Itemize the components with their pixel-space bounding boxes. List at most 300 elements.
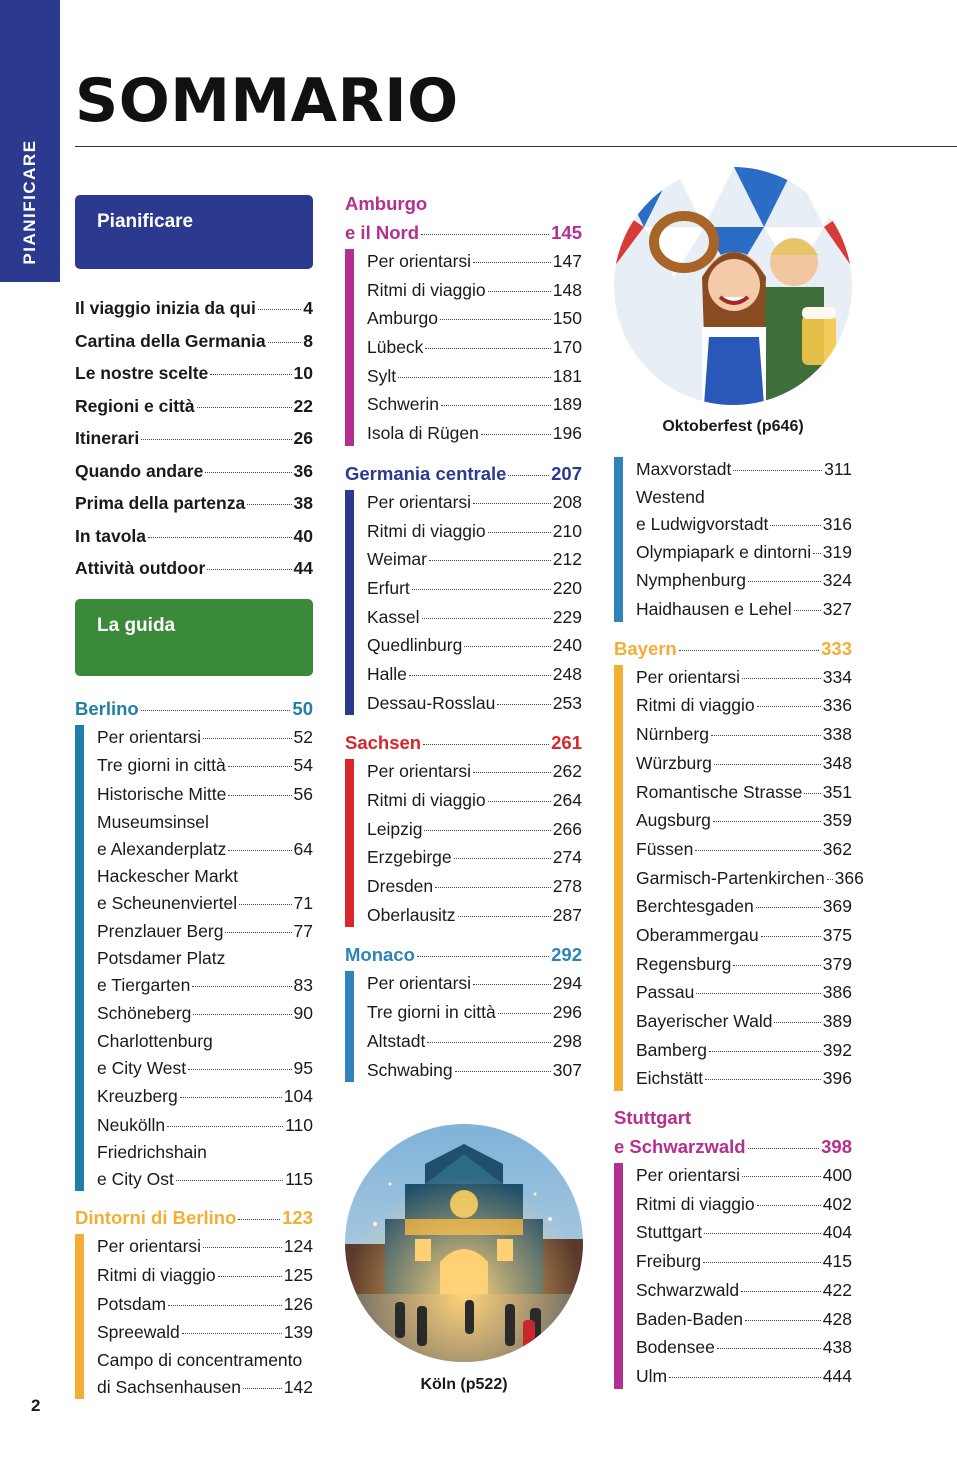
- toc-entry[interactable]: [367, 419, 582, 448]
- toc-entry[interactable]: [97, 1318, 313, 1347]
- entry-label: Lübeck: [367, 337, 424, 358]
- plan-entry[interactable]: [75, 357, 313, 390]
- section-monaco: [345, 940, 582, 1084]
- dot-leader: [167, 1126, 283, 1127]
- entry-label: Prenzlauer Berg: [97, 920, 224, 941]
- toc-entry[interactable]: [367, 362, 582, 391]
- entry-page-number: 333: [821, 637, 852, 659]
- section-germania-centrale: [345, 459, 582, 718]
- section-heading[interactable]: [75, 1203, 313, 1232]
- entry-page-number: 398: [821, 1136, 852, 1158]
- dot-leader: [424, 830, 550, 831]
- toc-entry[interactable]: [97, 780, 313, 809]
- toc-entry-two-line[interactable]: [97, 1028, 313, 1082]
- entry-label: Olympiapark e dintorni: [636, 541, 812, 562]
- dot-leader: [218, 1276, 282, 1277]
- toc-entry[interactable]: [367, 689, 582, 718]
- entry-page-number: 359: [822, 810, 852, 831]
- entry-page-number: 261: [551, 732, 582, 754]
- toc-entry[interactable]: [636, 921, 852, 950]
- entry-label: Per orientarsi: [367, 973, 472, 994]
- toc-entry[interactable]: [636, 778, 852, 807]
- dot-leader: [695, 850, 820, 851]
- entry-page-number: 324: [822, 570, 852, 591]
- entry-page-number: 319: [822, 541, 852, 562]
- dot-leader: [422, 618, 551, 619]
- entry-label: Dresden: [367, 876, 434, 897]
- entry-label: Monaco: [345, 944, 415, 966]
- dot-leader: [188, 1069, 291, 1070]
- toc-entry[interactable]: [367, 276, 582, 305]
- toc-entry-two-line[interactable]: [636, 484, 852, 538]
- entry-page-number: 294: [552, 973, 582, 994]
- entry-page-number: 253: [552, 692, 582, 713]
- toc-entry-line-2[interactable]: [97, 1055, 313, 1082]
- toc-entry[interactable]: [636, 538, 852, 567]
- entry-label: Itinerari: [75, 428, 140, 448]
- dot-leader: [757, 706, 821, 707]
- entry-label: Ritmi di viaggio: [367, 520, 486, 541]
- toc-entry[interactable]: [636, 1007, 852, 1036]
- toc-entry[interactable]: [636, 1362, 852, 1391]
- toc-entry[interactable]: [636, 691, 852, 720]
- toc-entry[interactable]: [97, 1111, 313, 1140]
- entry-page-number: 4: [303, 298, 313, 318]
- entry-label: Berchtesgaden: [636, 896, 754, 917]
- dot-leader: [757, 1205, 821, 1206]
- plan-entry[interactable]: [75, 325, 313, 358]
- koln-christmas-market-photo: [345, 1124, 583, 1362]
- dot-leader: [203, 738, 291, 739]
- section-color-bar: [614, 457, 623, 622]
- toc-entry[interactable]: [636, 1190, 852, 1219]
- entry-label: Passau: [636, 982, 695, 1003]
- entry-label: Per orientarsi: [367, 491, 472, 512]
- entry-label: Leipzig: [367, 818, 423, 839]
- toc-entry[interactable]: [367, 488, 582, 517]
- section-heading-entry[interactable]: [614, 1132, 852, 1161]
- toc-entry[interactable]: [636, 950, 852, 979]
- toc-entry[interactable]: [367, 1056, 582, 1085]
- dot-leader: [696, 993, 820, 994]
- entry-label: Amburgo: [367, 308, 439, 329]
- toc-entry[interactable]: [636, 1218, 852, 1247]
- toc-entry[interactable]: [636, 595, 852, 624]
- toc-entry[interactable]: [636, 835, 852, 864]
- toc-entry-two-line[interactable]: [97, 809, 313, 863]
- dot-leader: [455, 1071, 551, 1072]
- toc-entry[interactable]: [636, 455, 852, 484]
- dot-leader: [761, 936, 821, 937]
- dot-leader: [714, 764, 821, 765]
- entry-label: Schöneberg: [97, 1003, 192, 1024]
- entry-page-number: 52: [293, 726, 313, 747]
- entry-label: Quedlinburg: [367, 635, 463, 656]
- toc-entry[interactable]: [367, 757, 582, 786]
- entry-page-number: 311: [824, 459, 852, 479]
- section-entries: [614, 663, 864, 1093]
- page-number: 2: [31, 1396, 41, 1415]
- plan-entry[interactable]: [75, 422, 313, 455]
- plan-entry[interactable]: [75, 292, 313, 325]
- entry-page-number: 351: [822, 781, 852, 802]
- toc-entry-two-line[interactable]: [97, 1139, 313, 1193]
- toc-entry[interactable]: [636, 864, 864, 893]
- entry-page-number: 64: [293, 838, 313, 859]
- toc-entry[interactable]: [636, 806, 852, 835]
- dot-leader: [207, 569, 291, 570]
- entry-page-number: 348: [822, 752, 852, 773]
- toc-entry-two-line[interactable]: [97, 1347, 313, 1401]
- entry-label: e Schwarzwald: [614, 1136, 746, 1158]
- section-berlino: [75, 694, 313, 1194]
- dot-leader: [180, 1097, 282, 1098]
- toc-entry[interactable]: [97, 751, 313, 780]
- toc-entry[interactable]: [636, 720, 852, 749]
- section-entries: [614, 455, 852, 624]
- toc-entry[interactable]: [367, 815, 582, 844]
- dot-leader: [508, 475, 549, 476]
- entry-label-line-1: Friedrichshain: [97, 1142, 207, 1163]
- dot-leader: [409, 675, 551, 676]
- dot-leader: [711, 735, 821, 736]
- section-entries: [75, 723, 313, 1194]
- dot-leader: [473, 503, 551, 504]
- section-color-bar: [345, 490, 354, 716]
- toc-entry[interactable]: [367, 660, 582, 689]
- section-entries: [345, 969, 582, 1084]
- plan-entry[interactable]: [75, 520, 313, 553]
- section-heading-entry[interactable]: [614, 634, 852, 663]
- section-color-bar: [614, 665, 623, 1091]
- entry-page-number: 170: [552, 337, 582, 358]
- entry-page-number: 8: [303, 330, 313, 351]
- section-heading-entry[interactable]: [345, 459, 582, 488]
- entry-page-number: 208: [552, 491, 582, 512]
- dot-leader: [225, 932, 291, 933]
- section-heading-entry[interactable]: [345, 940, 582, 969]
- section-dintorni-di-berlino: [75, 1203, 313, 1401]
- section-box-la-guida[interactable]: [75, 599, 313, 676]
- toc-entry[interactable]: [636, 566, 852, 595]
- entry-label: Per orientarsi: [367, 251, 472, 271]
- dot-leader: [398, 377, 551, 378]
- entry-label: e Scheunenviertel: [97, 892, 238, 913]
- entry-label: e il Nord: [345, 222, 420, 243]
- toc-entry[interactable]: [636, 749, 852, 778]
- toc-column-3: [614, 455, 864, 1391]
- entry-page-number: 123: [282, 1207, 313, 1229]
- entry-page-number: 210: [552, 520, 582, 541]
- entry-page-number: 404: [822, 1222, 852, 1243]
- entry-label: Bayern: [614, 637, 677, 659]
- toc-entry[interactable]: [636, 1247, 852, 1276]
- section-heading[interactable]: [614, 634, 852, 663]
- toc-entry[interactable]: [97, 1261, 313, 1290]
- entry-label: Bodensee: [636, 1337, 715, 1358]
- dot-leader: [741, 1291, 821, 1292]
- entry-label: Würzburg: [636, 752, 712, 773]
- dot-leader: [742, 678, 821, 679]
- entry-label: Eichstätt: [636, 1068, 704, 1089]
- toc-entry[interactable]: [636, 1036, 852, 1065]
- entry-label: Oberammergau: [636, 924, 759, 945]
- entry-label: Dessau-Rosslau: [367, 692, 496, 713]
- toc-entry[interactable]: [367, 247, 582, 276]
- entry-label: Romantische Strasse: [636, 781, 803, 802]
- section-side-tab: [0, 0, 60, 282]
- toc-entry[interactable]: [367, 517, 582, 546]
- entry-label: Tre giorni in città: [367, 1002, 496, 1023]
- toc-entry[interactable]: [636, 892, 852, 921]
- dot-leader: [488, 291, 551, 292]
- entry-label: Ulm: [636, 1365, 668, 1386]
- entry-page-number: 415: [822, 1251, 852, 1272]
- toc-entry[interactable]: [636, 1305, 852, 1334]
- entry-label: e Alexanderplatz: [97, 838, 227, 859]
- entry-page-number: 278: [552, 876, 582, 897]
- dot-leader: [192, 986, 291, 987]
- entry-page-number: 71: [293, 892, 313, 913]
- toc-entry[interactable]: [636, 1276, 852, 1305]
- section-heading-entry[interactable]: [345, 728, 582, 757]
- entry-page-number: 212: [552, 549, 582, 570]
- dot-leader: [458, 916, 551, 917]
- dot-leader: [268, 342, 302, 343]
- entry-label: Potsdam: [97, 1293, 167, 1314]
- entry-label: Schwarzwald: [636, 1279, 740, 1300]
- entry-label: Spreewald: [97, 1322, 180, 1343]
- toc-entry[interactable]: [636, 663, 852, 692]
- entry-label: Bamberg: [636, 1039, 708, 1060]
- toc-entry[interactable]: [636, 1161, 852, 1190]
- entry-page-number: 104: [283, 1085, 313, 1106]
- entry-page-number: 207: [551, 462, 582, 484]
- toc-entry[interactable]: [367, 603, 582, 632]
- toc-entry[interactable]: [367, 872, 582, 901]
- dot-leader: [679, 650, 819, 651]
- dot-leader: [733, 470, 822, 471]
- entry-page-number: 147: [552, 251, 582, 271]
- entry-label: e City West: [97, 1057, 187, 1078]
- section-amburgo-e-il-nord: [345, 189, 582, 448]
- entry-label: Füssen: [636, 838, 694, 859]
- entry-page-number: 296: [552, 1002, 582, 1023]
- toc-entry[interactable]: [97, 723, 313, 752]
- entry-page-number: 287: [552, 904, 582, 925]
- toc-entry[interactable]: [367, 1027, 582, 1056]
- toc-entry-line-2[interactable]: [636, 511, 852, 538]
- oktoberfest-photo: [614, 167, 852, 405]
- entry-label-line-1: Campo di concentramento: [97, 1350, 303, 1371]
- entry-page-number: 148: [552, 279, 582, 300]
- entry-label: Maxvorstadt: [636, 459, 732, 479]
- dot-leader: [425, 348, 550, 349]
- toc-entry-line-2[interactable]: [97, 890, 313, 917]
- toc-entry[interactable]: [367, 631, 582, 660]
- toc-entry[interactable]: [97, 999, 313, 1028]
- section-heading[interactable]: [345, 459, 582, 488]
- toc-entry[interactable]: [367, 969, 582, 998]
- entry-label: Isola di Rügen: [367, 423, 479, 444]
- dot-leader: [210, 374, 291, 375]
- dot-leader: [228, 795, 291, 796]
- dot-leader: [454, 858, 551, 859]
- toc-entry[interactable]: [367, 304, 582, 333]
- entry-label: e Ludwigvorstadt: [636, 513, 769, 534]
- section-heading-line-1: Stuttgart: [614, 1107, 692, 1129]
- dot-leader: [417, 956, 549, 957]
- section-bayern: [614, 634, 864, 1093]
- section-box-label: Pianificare: [97, 211, 194, 232]
- entry-page-number: 90: [293, 1003, 313, 1024]
- toc-entry[interactable]: [97, 917, 313, 946]
- toc-entry-line-2[interactable]: [97, 836, 313, 863]
- entry-label: Altstadt: [367, 1030, 426, 1051]
- dot-leader: [742, 1176, 821, 1177]
- dot-leader: [440, 319, 551, 320]
- entry-label: Freiburg: [636, 1251, 702, 1272]
- section-heading[interactable]: [345, 728, 582, 757]
- entry-page-number: 189: [552, 394, 582, 415]
- entry-label: Sylt: [367, 365, 397, 386]
- dot-leader: [497, 704, 550, 705]
- toc-entry[interactable]: [367, 843, 582, 872]
- section-heading[interactable]: [75, 694, 313, 723]
- plan-entry[interactable]: [75, 455, 313, 488]
- dot-leader: [421, 234, 549, 235]
- section-heading-entry[interactable]: [75, 694, 313, 723]
- entry-label: Kreuzberg: [97, 1085, 178, 1106]
- entry-label: In tavola: [75, 525, 146, 546]
- dot-leader: [794, 610, 821, 611]
- toc-entry-two-line[interactable]: [97, 863, 313, 917]
- plan-entry[interactable]: [75, 552, 313, 585]
- section-color-bar: [345, 249, 354, 446]
- entry-page-number: 400: [822, 1165, 852, 1186]
- entry-label-line-1: Museumsinsel: [97, 811, 209, 832]
- section-heading-entry[interactable]: [345, 218, 582, 247]
- entry-page-number: 220: [552, 577, 582, 598]
- toc-entry[interactable]: [636, 1333, 852, 1362]
- section-box-pianificare[interactable]: [75, 195, 313, 269]
- dot-leader: [464, 646, 550, 647]
- toc-entry[interactable]: [367, 545, 582, 574]
- entry-page-number: 338: [822, 724, 852, 745]
- entry-page-number: 264: [552, 790, 582, 810]
- dot-leader: [435, 887, 551, 888]
- entry-label: e City Ost: [97, 1169, 174, 1190]
- entry-page-number: 316: [822, 513, 852, 534]
- entry-label: Baden-Baden: [636, 1308, 744, 1329]
- entry-page-number: 95: [293, 1057, 313, 1078]
- dot-leader: [498, 1013, 551, 1014]
- toc-entry[interactable]: [367, 333, 582, 362]
- entry-label: Ritmi di viaggio: [636, 1193, 755, 1214]
- entry-label: e Tiergarten: [97, 975, 191, 996]
- plan-entry[interactable]: [75, 390, 313, 423]
- entry-label: Per orientarsi: [97, 726, 202, 747]
- toc-entry[interactable]: [367, 574, 582, 603]
- entry-page-number: 274: [552, 847, 582, 868]
- dot-leader: [669, 1377, 821, 1378]
- entry-label: Germania centrale: [345, 462, 507, 484]
- section-heading[interactable]: [614, 1103, 852, 1161]
- entry-page-number: 196: [552, 423, 582, 444]
- entry-page-number: 422: [822, 1279, 852, 1300]
- entry-label: Oberlausitz: [367, 904, 456, 925]
- dot-leader: [182, 1333, 282, 1334]
- toc-entry[interactable]: [97, 1290, 313, 1319]
- section-heading[interactable]: [345, 189, 582, 247]
- dot-leader: [481, 434, 551, 435]
- entry-page-number: 396: [822, 1068, 852, 1089]
- toc-entry[interactable]: [367, 390, 582, 419]
- entry-label: Il viaggio inizia da qui: [75, 298, 256, 318]
- toc-entry[interactable]: [97, 1082, 313, 1111]
- dot-leader: [423, 744, 549, 745]
- dot-leader: [704, 1233, 821, 1234]
- toc-entry[interactable]: [97, 1232, 313, 1261]
- entry-label: Per orientarsi: [97, 1236, 202, 1257]
- entry-label: Schwabing: [367, 1059, 453, 1080]
- section-entries: [75, 1232, 313, 1401]
- toc-entry[interactable]: [367, 786, 582, 815]
- toc-entry-line-2[interactable]: [97, 1166, 313, 1193]
- entry-page-number: 38: [293, 493, 313, 513]
- section-sachsen: [345, 728, 582, 929]
- entry-page-number: 366: [834, 867, 864, 888]
- entry-page-number: 181: [552, 365, 582, 386]
- dot-leader: [717, 1348, 821, 1349]
- toc-entry-two-line[interactable]: [97, 945, 313, 999]
- side-tab-label: PIANIFICARE: [20, 139, 39, 265]
- entry-page-number: 10: [293, 363, 313, 383]
- entry-label: Regensburg: [636, 953, 732, 974]
- section-color-bar: [345, 971, 354, 1082]
- dot-leader: [813, 553, 821, 554]
- entry-label: Tre giorni in città: [97, 755, 226, 776]
- entry-label: di Sachsenhausen: [97, 1377, 241, 1398]
- toc-entry[interactable]: [367, 998, 582, 1027]
- section-heading[interactable]: [345, 940, 582, 969]
- section-entries: [614, 1161, 852, 1391]
- section-color-bar: [614, 1163, 623, 1389]
- dot-leader: [193, 1014, 291, 1015]
- oktoberfest-photo-illustration: [614, 167, 852, 405]
- toc-entry-line-2[interactable]: [97, 972, 313, 999]
- toc-entry[interactable]: [636, 978, 852, 1007]
- section-heading-entry[interactable]: [75, 1203, 313, 1232]
- dot-leader: [756, 907, 821, 908]
- toc-entry[interactable]: [367, 901, 582, 930]
- entry-page-number: 50: [292, 697, 313, 719]
- toc-entry[interactable]: [636, 1064, 852, 1093]
- entry-page-number: 124: [283, 1236, 313, 1257]
- entry-label: Nymphenburg: [636, 570, 746, 591]
- plan-entry[interactable]: [75, 487, 313, 520]
- dot-leader: [203, 1247, 282, 1248]
- entry-page-number: 336: [822, 695, 852, 716]
- entry-page-number: 110: [285, 1114, 313, 1135]
- entry-page-number: 428: [822, 1308, 852, 1329]
- entry-label: Weimar: [367, 549, 427, 570]
- toc-entry-line-2[interactable]: [97, 1374, 313, 1401]
- plan-list: [75, 292, 313, 585]
- dot-leader: [827, 879, 833, 880]
- dot-leader: [488, 532, 551, 533]
- entry-page-number: 379: [822, 953, 852, 974]
